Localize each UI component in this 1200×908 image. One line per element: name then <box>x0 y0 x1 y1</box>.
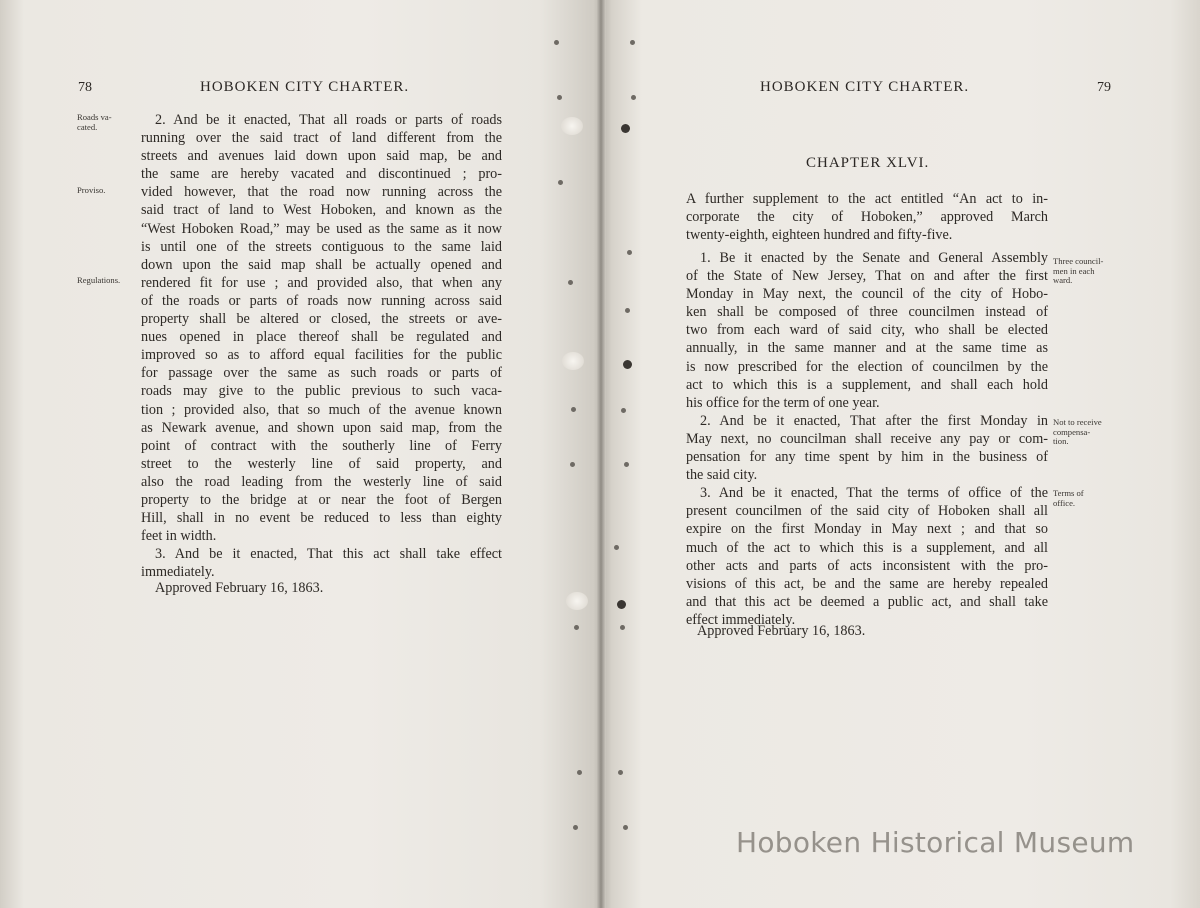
binding-hole <box>617 600 626 609</box>
text-line: is until one of the streets contiguous to the same laid <box>141 238 502 255</box>
binding-hole <box>631 95 636 100</box>
margin-note-line: Not to receive <box>1053 417 1102 427</box>
text-line: of the roads or parts of roads now running across said <box>141 292 502 309</box>
binding-hole <box>630 40 635 45</box>
margin-note-terms-of-office <box>1053 489 1084 508</box>
binding-hole <box>624 462 629 467</box>
binding-hole <box>577 770 582 775</box>
text-line: improved so as to afford equal facilities for the public <box>141 347 502 364</box>
text-line: pensation for any time spent by him in the business of <box>686 449 1048 466</box>
binding-hole <box>571 407 576 412</box>
binding-hole <box>623 360 632 369</box>
margin-note-line: men in each <box>1053 265 1095 276</box>
margin-note-roads-vacated <box>77 113 112 132</box>
margin-note-three-councilmen <box>1053 257 1103 286</box>
text-line: 3. And be it enacted, That this act shall take effect <box>155 546 502 563</box>
text-line: “West Hoboken Road,” may be used as the same as it now <box>141 220 502 237</box>
act-title <box>686 190 1048 244</box>
text-line: said tract of land to West Hoboken, and known as the <box>141 202 502 219</box>
right-page-body <box>686 249 1048 629</box>
binding-hole <box>625 308 630 313</box>
binding-hole <box>554 40 559 45</box>
text-line: rendered fit for use ; and provided also, that when any <box>141 274 502 291</box>
left-page-body <box>141 111 502 581</box>
running-head-left: HOBOKEN CITY CHARTER. <box>200 79 410 95</box>
binding-hole <box>557 95 562 100</box>
text-line: also the road leading from the westerly line of said <box>141 473 502 490</box>
text-line: corporate the city of Hoboken,” approved March <box>686 209 1048 226</box>
margin-note-line: Three council- <box>1053 256 1104 266</box>
binding-hole <box>620 625 625 630</box>
approved-date-right: Approved February 16, 1863. <box>697 623 866 639</box>
text-line: immediately. <box>141 564 215 581</box>
margin-note-proviso: Proviso. <box>77 185 106 195</box>
book-gutter <box>596 0 606 908</box>
text-line: property shall be altered or closed, the streets or ave- <box>141 311 502 328</box>
paper-stain <box>561 117 583 135</box>
text-line: for passage over the same as such roads or parts of <box>141 365 502 382</box>
text-line: is now prescribed for the election of councilmen by the <box>686 358 1048 375</box>
text-line: and that this act be deemed a public act, and shall take <box>686 593 1048 610</box>
page-number-right: 79 <box>1097 80 1111 95</box>
text-line: point of contract with the southerly line of Ferry <box>141 437 502 454</box>
binding-hole <box>618 770 623 775</box>
text-line: expire on the first Monday in May next ; and that so <box>686 521 1048 538</box>
text-line: ken shall be composed of three councilmen instead of <box>686 304 1048 321</box>
binding-hole <box>623 825 628 830</box>
page-number-left: 78 <box>78 80 92 95</box>
text-line: present councilmen of the said city of Hoboken shall all <box>686 503 1048 520</box>
text-line: May next, no councilman shall receive any pay or com- <box>686 430 1048 447</box>
text-line: nues opened in place thereof shall be regulated and <box>141 329 502 346</box>
binding-hole <box>621 408 626 413</box>
binding-hole <box>627 250 632 255</box>
text-line: A further supplement to the act entitled “An act to in- <box>686 191 1048 207</box>
margin-note-line: tion. <box>1053 436 1069 446</box>
text-line: 3. And be it enacted, That the terms of office of the <box>700 485 1048 502</box>
text-line: much of the act to which this is a supplement, and all <box>686 539 1048 556</box>
text-line: Monday in May next, the council of the city of Hobo- <box>686 286 1048 303</box>
margin-note-line: Roads va- <box>77 112 112 122</box>
margin-note-line: Terms of <box>1053 488 1084 498</box>
text-line: the said city. <box>686 467 758 484</box>
paper-stain <box>566 592 588 610</box>
text-line: twenty-eighth, eighteen hundred and fifty-five. <box>686 227 953 244</box>
text-line: tion ; provided also, that so much of the avenue known <box>141 401 502 418</box>
text-line: Hill, shall in no event be reduced to less than eighty <box>141 510 502 527</box>
binding-hole <box>614 545 619 550</box>
text-line: 2. And be it enacted, That after the first Monday in <box>700 412 1048 429</box>
margin-note-line: ward. <box>1053 275 1073 285</box>
text-line: two from each ward of said city, who shall be elected <box>686 322 1048 339</box>
binding-hole <box>621 124 630 133</box>
text-line: 2. And be it enacted, That all roads or parts of roads <box>155 112 502 128</box>
museum-watermark: Hoboken Historical Museum <box>736 826 1135 859</box>
margin-note-line: cated. <box>77 121 98 132</box>
running-head-right: HOBOKEN CITY CHARTER. <box>760 79 970 95</box>
margin-note-regulations: Regulations. <box>77 275 121 285</box>
binding-hole <box>558 180 563 185</box>
text-line: visions of this act, be and the same are hereby repealed <box>686 575 1048 592</box>
binding-hole <box>570 462 575 467</box>
binding-hole <box>568 280 573 285</box>
text-line: feet in width. <box>141 528 217 545</box>
margin-note-line: compensa- <box>1053 426 1091 437</box>
text-line: 1. Be it enacted by the Senate and General Assembly <box>700 250 1048 266</box>
text-line: other acts and parts of acts inconsistent with the pro- <box>686 557 1048 574</box>
text-line: his office for the term of one year. <box>686 394 880 411</box>
text-line: roads may give to the public previous to such vaca- <box>141 383 502 400</box>
text-line: property to the bridge at or near the foot of Bergen <box>141 491 502 508</box>
text-line: effect immediately. <box>686 611 796 628</box>
text-line: down upon the said map shall be actually opened and <box>141 256 502 273</box>
text-line: the same are hereby vacated and discontinued ; pro- <box>141 166 502 183</box>
text-line: street to the westerly line of said property, and <box>141 455 502 472</box>
text-line: annually, in the same manner and at the same time as <box>686 340 1048 357</box>
text-line: act to which this is a supplement, and shall each hold <box>686 376 1048 393</box>
paper-stain <box>562 352 584 370</box>
margin-note-not-to-receive <box>1053 418 1102 447</box>
text-line: of the State of New Jersey, That on and after the first <box>686 268 1048 285</box>
binding-hole <box>574 625 579 630</box>
binding-hole <box>573 825 578 830</box>
text-line: as Newark avenue, and shown upon said map, from the <box>141 419 502 436</box>
text-line: running over the said tract of land different from the <box>141 130 502 147</box>
approved-date-left: Approved February 16, 1863. <box>155 580 324 596</box>
margin-note-line: office. <box>1053 497 1076 508</box>
chapter-heading: CHAPTER XLVI. <box>806 155 930 171</box>
text-line: streets and avenues laid down upon said map, be and <box>141 148 502 165</box>
text-line: vided however, that the road now running across the <box>141 184 502 201</box>
